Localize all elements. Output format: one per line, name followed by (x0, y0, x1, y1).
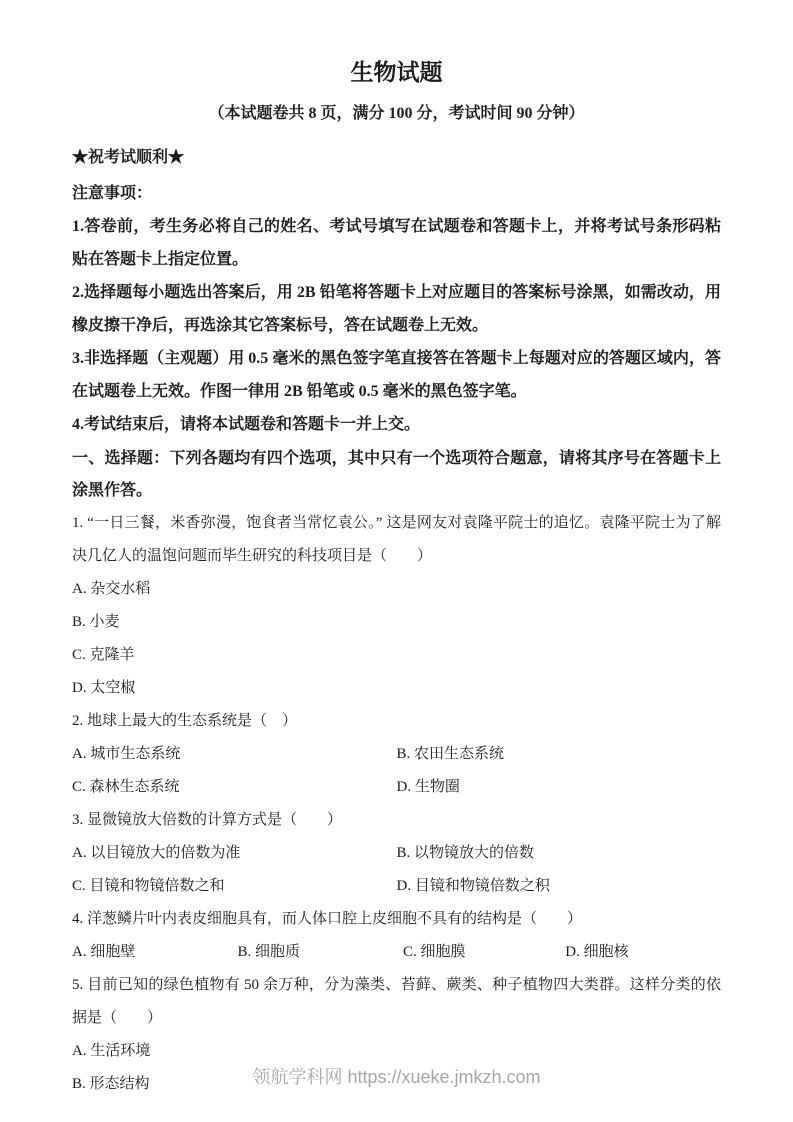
question-4-option-b: B. 细胞质 (237, 944, 300, 960)
notice-item-3: 3.非选择题（主观题）用 0.5 毫米的黑色签字笔直接答在答题卡上每题对应的答题区域内，答在试题卷上无效。作图一律用 2B 铅笔或 0.5 毫米的黑色签字笔。 (72, 350, 721, 400)
question-1-option-c: C. 克隆羊 (72, 647, 135, 663)
question-3-option-b: B. 以物镜放大的倍数 (396, 845, 535, 861)
notice-item-2: 2.选择题每小题选出答案后，用 2B 铅笔将答题卡上对应题目的答案标号涂黑，如需改动，用橡皮擦干净后，再选涂其它答案标号，答在试题卷上无效。 (72, 284, 721, 334)
question-1 (72, 507, 721, 705)
question-5-option-b: B. 形态结构 (72, 1076, 150, 1092)
exam-wish-line: ★祝考试顺利★ (72, 149, 185, 166)
question-1-option-d: D. 太空椒 (72, 680, 136, 696)
question-2-option-d: D. 生物圈 (396, 779, 460, 795)
question-2-option-c: C. 森林生态系统 (72, 779, 180, 795)
question-3-stem: 3. 显微镜放大倍数的计算方式是（ ） (72, 812, 343, 828)
notice-item-1: 1.答卷前，考生务必将自己的姓名、考试号填写在试题卷和答题卡上，并将考试号条形码粘贴在答题卡上指定位置。 (72, 218, 721, 268)
question-4-stem: 4. 洋葱鳞片叶内表皮细胞具有，而人体口腔上皮细胞不具有的结构是（ ） (72, 911, 583, 927)
paper-info-subtitle: （本试题卷共 8 页，满分 100 分，考试时间 90 分钟） (208, 105, 585, 122)
question-1-option-b: B. 小麦 (72, 614, 120, 630)
question-4 (72, 903, 721, 969)
section-heading-choice-questions: 一、选择题：下列各题均有四个选项，其中只有一个选项符合题意，请将其序号在答题卡上涂黑作答。 (72, 450, 721, 499)
notice-item-4: 4.考试结束后，请将本试题卷和答题卡一并上交。 (72, 416, 421, 433)
question-3-option-c: C. 目镜和物镜倍数之和 (72, 878, 225, 894)
question-5-stem: 5. 目前已知的绿色植物有 50 余万种，分为藻类、苔藓、蕨类、种子植物四大类群。这样分类的依据是（ ） (72, 977, 721, 1026)
question-1-option-a: A. 杂交水稻 (72, 581, 151, 597)
question-4-options (72, 936, 721, 969)
question-4-option-a: A. 细胞壁 (72, 944, 136, 960)
question-3-option-d: D. 目镜和物镜倍数之积 (396, 878, 550, 894)
question-2-stem: 2. 地球上最大的生态系统是（ ） (72, 713, 298, 729)
notice-heading: 注意事项： (72, 185, 153, 202)
question-2 (72, 705, 721, 804)
question-2-options (72, 738, 721, 804)
page-title: 生物试题 (350, 60, 443, 85)
question-5-option-a: A. 生活环境 (72, 1043, 151, 1059)
question-3-option-a: A. 以目镜放大的倍数为准 (72, 845, 241, 861)
question-1-options (72, 573, 721, 705)
question-1-stem: 1. “一日三餐，米香弥漫，饱食者当常忆袁公。” 这是网友对袁隆平院士的追忆。袁隆平院士为了解决几亿人的温饱问题而毕生研究的科技项目是（ ） (72, 515, 721, 564)
site-watermark: 领航学科网 https://xueke.jmkzh.com (252, 1067, 541, 1087)
question-4-option-c: C. 细胞膜 (402, 944, 466, 960)
question-3 (72, 804, 721, 903)
question-4-option-d: D. 细胞核 (565, 944, 629, 960)
question-2-option-a: A. 城市生态系统 (72, 746, 181, 762)
question-3-options (72, 837, 721, 903)
question-2-option-b: B. 农田生态系统 (396, 746, 505, 762)
